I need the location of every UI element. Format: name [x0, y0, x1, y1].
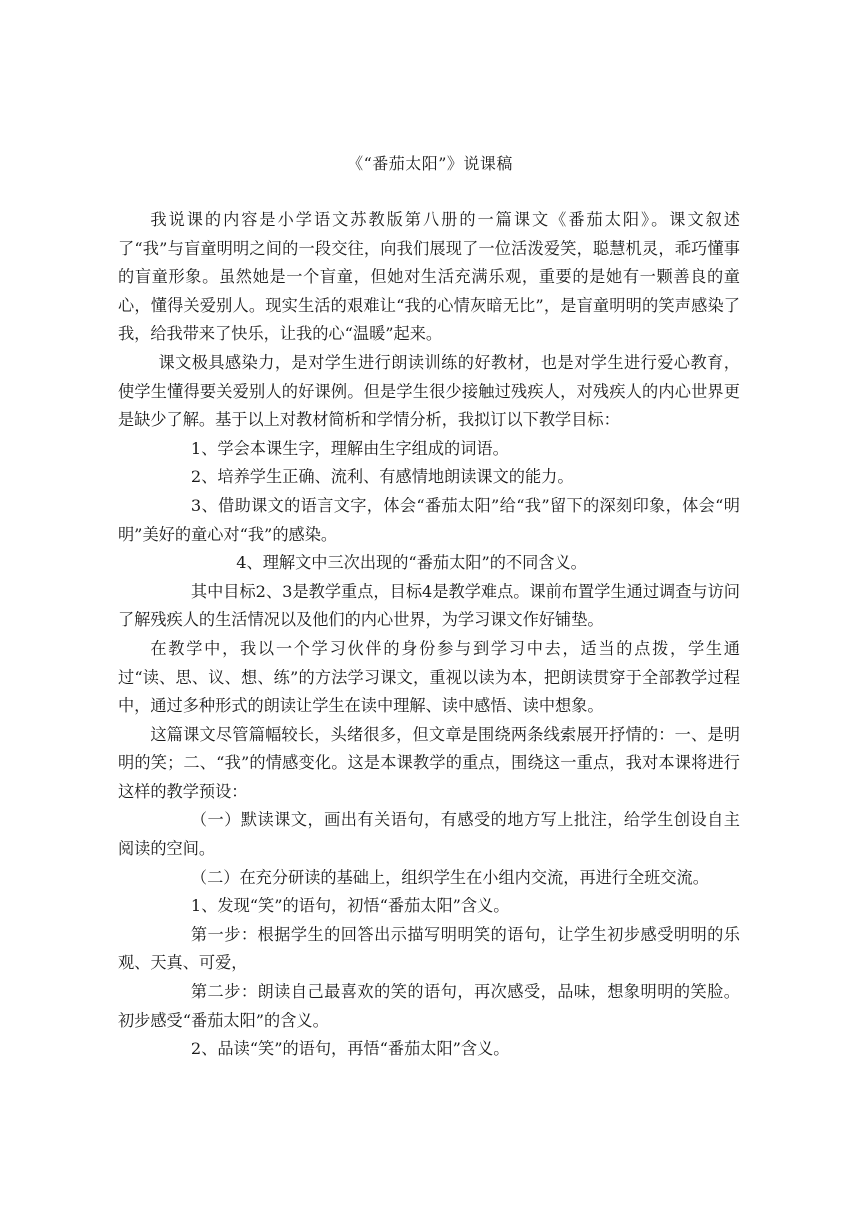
- paragraph: 4、理解文中三次出现的“番茄太阳”的不同含义。: [236, 553, 587, 573]
- paragraph: 1、学会本课生字，理解由生字组成的词语。: [190, 438, 509, 458]
- paragraph: 3、借助课文的语言文字，体会“番茄太阳”给“我”留下的深刻印象，体会“明明”美好的童心对“我”的感染。: [118, 495, 740, 544]
- document-body: [118, 206, 740, 1064]
- paragraph: 在教学中，我以一个学习伙伴的身份参与到学习中去，适当的点拨，学生通过“读、思、议、想、练”的方法学习课文，重视以读为本，把朗读贯穿于全部教学过程中，通过多种形式的朗读让学生在读中理解、读中感悟、读中想象。: [118, 638, 740, 716]
- paragraph: （一）默读课文，画出有关语句，有感受的地方写上批注，给学生创设自主阅读的空间。: [118, 810, 740, 859]
- paragraph: 第二步：朗读自己最喜欢的笑的语句，再次感受，品味，想象明明的笑脸。初步感受“番茄太阳”的含义。: [118, 982, 740, 1030]
- paragraph: 其中目标2、3是教学重点，目标4是教学难点。课前布置学生通过调查与访问了解残疾人的生活情况以及他们的内心世界，为学习课文作好铺垫。: [118, 581, 740, 630]
- paragraph: （二）在充分研读的基础上，组织学生在小组内交流，再进行全班交流。: [190, 867, 709, 887]
- paragraph: 课文极具感染力，是对学生进行朗读训练的好教材，也是对学生进行爱心教育，使学生懂得要关爱别人的好课例。但是学生很少接触过残疾人，对残疾人的内心世界更是缺少了解。基于以上对教材简析和学情分析，我拟订以下教学目标：: [118, 352, 740, 430]
- paragraph: 我说课的内容是小学语文苏教版第八册的一篇课文《番茄太阳》。课文叙述了“我”与盲童明明之间的一段交往，向我们展现了一位活泼爱笑，聪慧机灵，乖巧懂事的盲童形象。虽然她是一个盲童，但她对生活充满乐观，重要的是她有一颗善良的童心，懂得关爱别人。现实生活的艰难让“我的心情灰暗无比”，是盲童明明的笑声感染了我，给我带来了快乐，让我的心“温暖”起来。: [118, 210, 740, 344]
- paragraph: 2、品读“笑”的语句，再悟“番茄太阳”含义。: [190, 1039, 510, 1059]
- document-title: 《“番茄太阳”》说课稿: [347, 154, 513, 173]
- paragraph: 第一步：根据学生的回答出示描写明明笑的语句，让学生初步感受明明的乐观、天真、可爱，: [118, 924, 740, 973]
- paragraph: 1、发现“笑”的语句，初悟“番茄太阳”含义。: [190, 896, 510, 916]
- paragraph: 2、培养学生正确、流利、有感情地朗读课文的能力。: [190, 467, 574, 487]
- paragraph: 这篇课文尽管篇幅较长，头绪很多，但文章是围绕两条线索展开抒情的：一、是明明的笑；二、“我”的情感变化。这是本课教学的重点，围绕这一重点，我对本课将进行这样的教学预设：: [118, 724, 740, 801]
